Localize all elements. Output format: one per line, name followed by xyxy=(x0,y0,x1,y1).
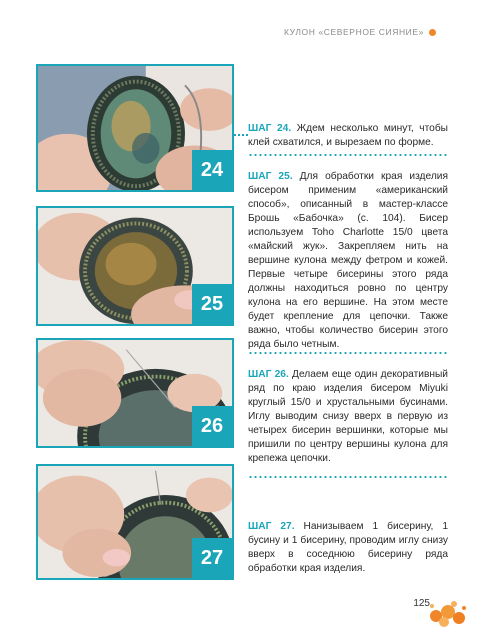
step-24-photo xyxy=(36,64,234,192)
step-body: Нанизываем 1 бисерину, 1 бусину и 1 бисерину, проводим иглу снизу вверх в соседнюю бисерину ряда обработки края изделия. xyxy=(248,521,448,574)
step-26-text xyxy=(248,368,448,466)
dotted-divider xyxy=(248,352,448,354)
step-number-badge: 26 xyxy=(192,406,232,446)
step-24-text xyxy=(248,122,448,150)
step-label: ШАГ 24. xyxy=(248,123,292,134)
running-header xyxy=(284,26,436,38)
step-label: ШАГ 25. xyxy=(248,171,293,182)
step-27-photo xyxy=(36,464,234,580)
page-number: 125 xyxy=(413,598,430,609)
dotted-divider xyxy=(248,154,448,156)
step-body: Делаем еще один декоративный ряд по краю изделия бисером Miyuki круглый 15/0 и хрустальными бусинами. Иглу выводим снизу вверх в первую из четырех бисерин вершинки, которые мы пришили по центру вершины кулона для крепежа цепочки. xyxy=(248,369,448,464)
step-number-badge: 24 xyxy=(192,150,232,190)
step-body: Ждем несколько минут, чтобы клей схватился, и вырезаем по форме. xyxy=(248,123,448,148)
header-dot-icon xyxy=(429,29,436,36)
step-25-photo xyxy=(36,206,234,326)
step-body: Для обработки края изделия бисером применим «американский способ», описанный в мастер-классе Брошь «Бабочка» (с. 104). Бисер используем Toho Charlotte 15/0 цвета «майский жук». Закрепляем нить на вершине кулона между фетром и кожей. Первые четыре бисерины этого ряда должны находиться ровно по центру кулона на его вершине. На этом месте будет крепление для цепочки. Также важно, чтобы количество бисерин этого ряда было четным. xyxy=(248,171,448,350)
step-number-badge: 27 xyxy=(192,538,232,578)
header-title: КУЛОН «СЕВЕРНОЕ СИЯНИЕ» xyxy=(283,27,424,37)
step-25-text xyxy=(248,170,448,352)
step-label: ШАГ 26. xyxy=(248,369,289,380)
step-26-photo xyxy=(36,338,234,448)
step-27-text xyxy=(248,520,448,576)
step-label: ШАГ 27. xyxy=(248,521,295,532)
dotted-divider xyxy=(248,476,448,478)
orange-beads-icon xyxy=(424,594,470,628)
connector-line xyxy=(234,134,248,136)
step-number-badge: 25 xyxy=(192,284,232,324)
